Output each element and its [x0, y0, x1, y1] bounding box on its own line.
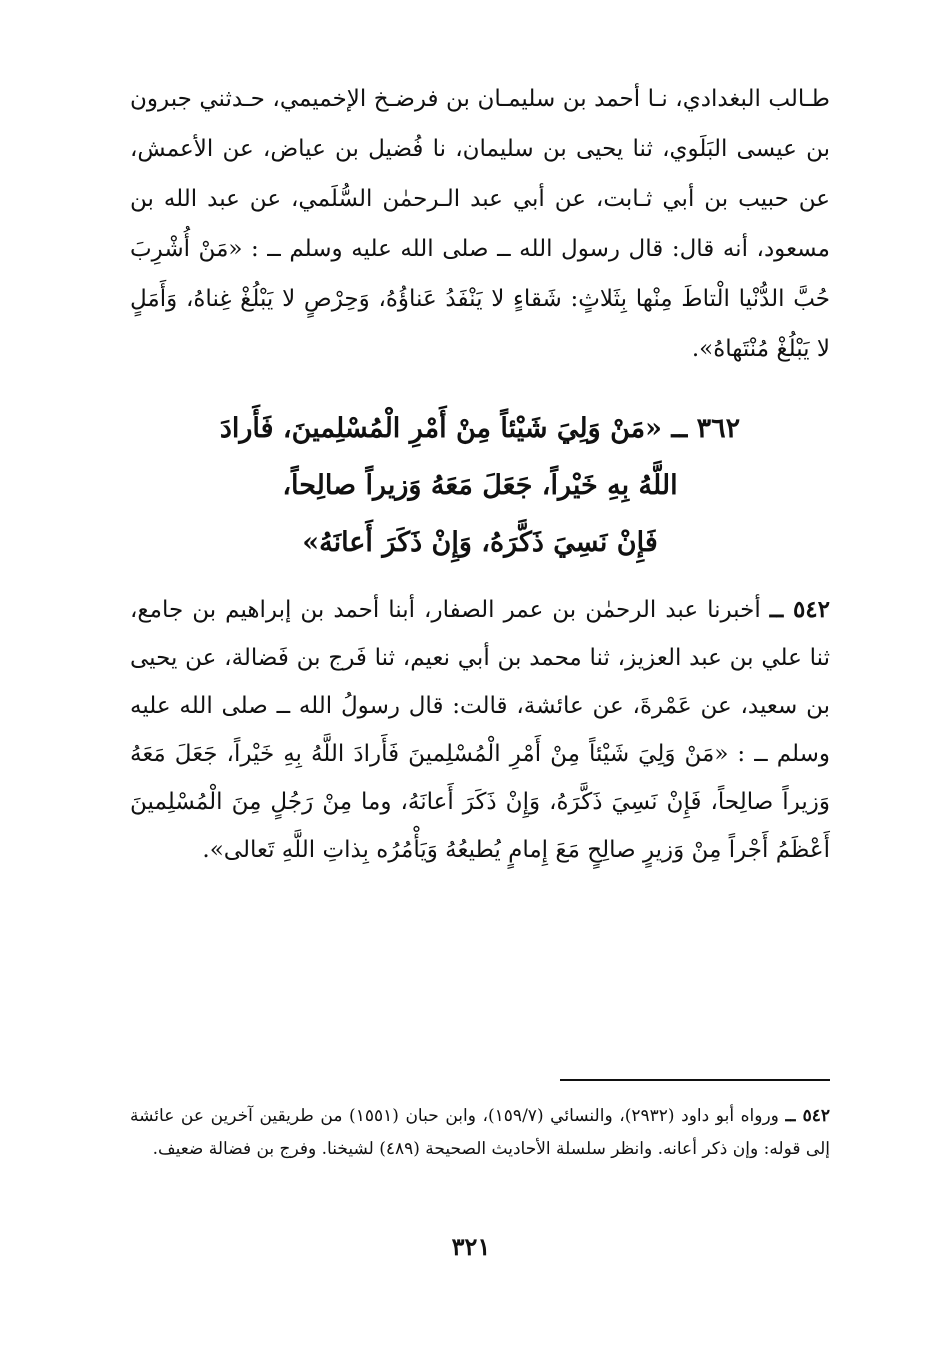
paragraph-text: طـالب البغدادي، نـا أحمد بن سليمـان بن فرضـخ الإخميمي، حـدثني جبرون بن عيسى البَلَوي، ثنا يحيى بن سليمان، نا فُضيل بن عياض، عن الأعمش، عن حبيب بن أبي ثـابت، عن أبي عبد الـرحمٰن السُّلَمي، عن عبد الله بن مسعود، أنه قال: قال رسول الله ــ صلى الله عليه وسلم ــ : «مَنْ أُشْرِبَ حُبَّ الدُّنْيا الْتاطَ مِنْها بِثَلاثٍ: شَقاءٍ لا يَنْفَدُ عَناؤُهُ، وَحِرْصٍ لا يَبْلُغْ غِناهُ، وَأَمَلٍ لا يَبْلُغْ مُنْتَهاهُ». — [130, 86, 830, 362]
narration-number: ٥٤٢ ــ — [769, 596, 830, 623]
footnote-number: ٥٤٢ ــ — [785, 1106, 830, 1126]
page-number: ٣٢١ — [451, 1232, 491, 1261]
footnote-divider — [560, 1079, 830, 1081]
hadith-line-1 — [200, 400, 760, 457]
hadith-line-3: فَإِنْ نَسِيَ ذَكَّرَهُ، وَإِنْ ذَكَرَ أَعانَهُ» — [302, 527, 658, 558]
footnote — [130, 1100, 830, 1166]
narration-text: أخبرنا عبد الرحمٰن بن عمر الصفار، أبنا أحمد بن إبراهيم بن جامع، ثنا علي بن عبد العزيز، ثنا محمد بن أبي نعيم، ثنا فَرج بن فَضالة، عن يحيى بن سعيد، عن عَمْرةَ، عن عائشة، قالت: قال رسولُ الله ــ صلى الله عليه وسلم ــ : «مَنْ وَلِيَ شَيْئاً مِنْ أَمْرِ الْمُسْلِمينَ فَأَرادَ اللَّهُ بِهِ خَيْراً، جَعَلَ مَعَهُ وَزيراً صالِحاً، فَإِنْ نَسِيَ ذَكَّرَهُ، وَإِنْ ذَكَرَ أَعانَهُ، وما مِنْ رَجُلٍ مِنَ الْمُسْلِمينَ أَعْظَمُ أَجْراً مِنْ وَزيرٍ صالِحٍ مَعَ إِمامٍ يُطيعُهُ وَيَأْمُرُه بِذاتِ اللَّهِ تَعالى». — [130, 597, 830, 863]
hadith-number: ٣٦٢ ــ — [671, 413, 741, 444]
paragraph-isnad-continuation — [130, 74, 830, 374]
hadith-line-2: اللَّهُ بِهِ خَيْراً، جَعَلَ مَعَهُ وَزيراً صالِحاً، — [282, 470, 678, 501]
footnote-text: ورواه أبو داود (٢٩٣٢)، والنسائي (١٥٩/٧)، وابن حبان (١٥٥١) من طريقين آخرين عن عائشة إلى قوله: وإن ذكر أعانه. وانظر سلسلة الأحاديث الصحيحة (٤٨٩) لشيخنا. وفرج بن فضالة ضعيف. — [130, 1106, 830, 1159]
hadith-heading — [200, 400, 760, 571]
paragraph-narration — [130, 586, 830, 874]
hadith-line-1-text: «مَنْ وَلِيَ شَيْئاً مِنْ أَمْرِ الْمُسْلِمينَ، فَأَرادَ — [219, 413, 662, 444]
